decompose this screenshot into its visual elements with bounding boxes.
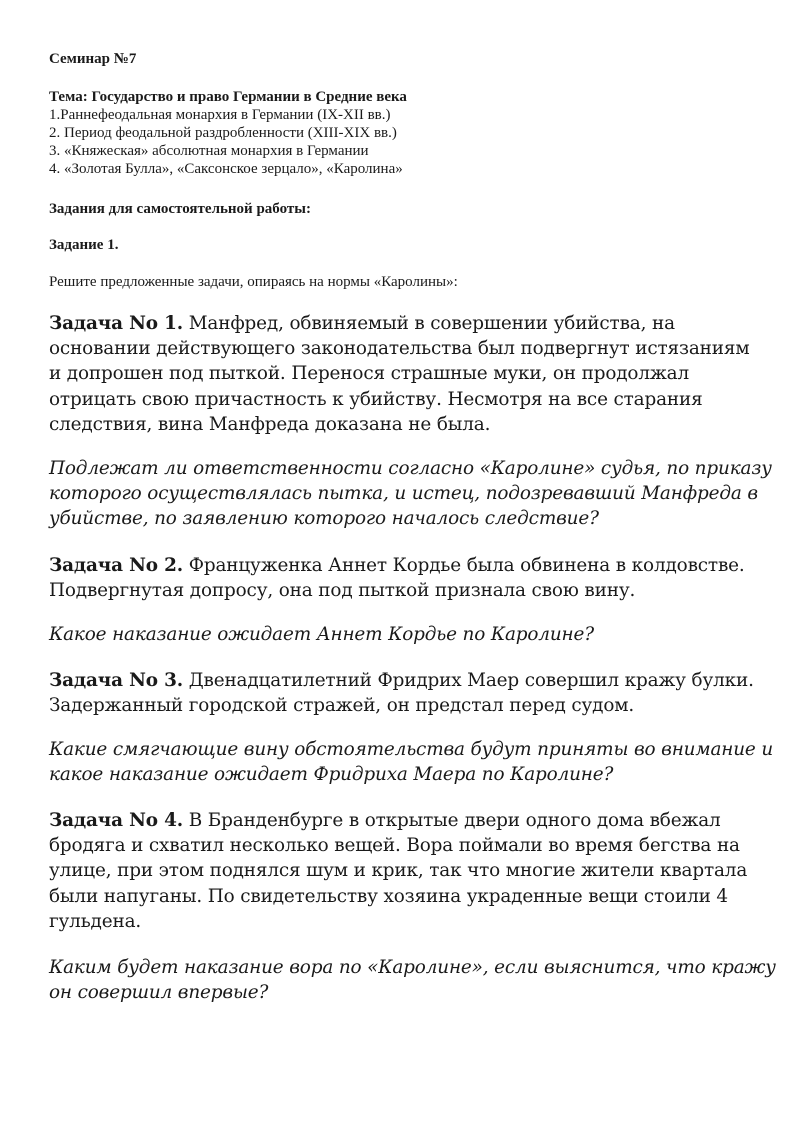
problem-line-text: Двенадцатилетний Фридрих Маер совершил кражу булки. [183, 670, 754, 691]
topic-item: 4. «Золотая Булла», «Саксонское зерцало», «Каролина» [49, 161, 403, 177]
problem-line: Задержанный городской стражей, он предстал перед судом. [49, 695, 635, 717]
problem-line-text: Француженка Аннет Кордье была обвинена в колдовстве. [183, 555, 745, 576]
seminar-title: Семинар №7 [49, 51, 137, 67]
problem-line: улице, при этом поднялся шум и крик, так что многие жители квартала [49, 860, 748, 882]
topic-item: 1.Раннефеодальная монархия в Германии (IX-XII вв.) [49, 107, 391, 123]
problem-label: Задача No 3. [49, 670, 184, 691]
problem-2-question [49, 622, 761, 647]
problem-line: были напуганы. По свидетельству хозяина украденные вещи стоили 4 [49, 885, 728, 907]
topic-block [49, 88, 407, 178]
problem-label: Задача No 4. [49, 810, 184, 831]
question-line: Каким будет наказание вора по «Каролине», если выяснится, что кражу [49, 957, 776, 978]
problem-4-text [49, 808, 761, 934]
problem-3-question [49, 737, 774, 787]
question-line: которого осуществлялась пытка, и истец, подозревавший Манфреда в [49, 483, 758, 505]
problem-line: Подвергнутая допросу, она под пыткой признала свою вину. [49, 580, 636, 602]
problem-line: гульдена. [49, 910, 142, 932]
task1-heading: Задание 1. [49, 237, 119, 253]
topic-item: 3. «Княжеская» абсолютная монархия в Германии [49, 143, 369, 159]
question-line: он совершил впервые? [49, 982, 269, 1004]
question-line: какое наказание ожидает Фридриха Маера по Каролине? [49, 764, 614, 786]
problem-1-question [49, 456, 772, 532]
topic-heading: Тема: Государство и право Германии в Средние века [49, 89, 407, 105]
topic-item: 2. Период феодальной раздробленности (XIII-XIX вв.) [49, 125, 397, 141]
problem-label: Задача No 1. [49, 313, 184, 334]
problem-line: основании действующего законодательства был подвергнут истязаниям [49, 338, 750, 360]
problem-line: следствия, вина Манфреда доказана не была. [49, 413, 491, 435]
problem-line: отрицать свою причастность к убийству. Несмотря на все старания [49, 388, 703, 410]
problem-line [49, 311, 761, 336]
question-line: Какие смягчающие вину обстоятельства будут приняты во внимание и [49, 739, 774, 760]
problem-line [49, 808, 761, 833]
problem-label: Задача No 2. [49, 555, 184, 576]
question-line: убийстве, по заявлению которого началось следствие? [49, 508, 599, 530]
problem-1-text [49, 311, 761, 437]
problem-line-text: В Бранденбурге в открытые двери одного дома вбежал [183, 810, 721, 831]
problem-line-text: Манфред, обвиняемый в совершении убийства, на [183, 313, 675, 334]
problem-line: и допрошен под пыткой. Перенося страшные муки, он продолжал [49, 363, 689, 385]
problem-line [49, 553, 761, 578]
problem-3-text [49, 668, 761, 718]
question-line: Какое наказание ожидает Аннет Кордье по Каролине? [49, 624, 594, 645]
problem-4-question [49, 955, 776, 1005]
tasks-heading: Задания для самостоятельной работы: [49, 201, 311, 217]
instruction-text: Решите предложенные задачи, опираясь на нормы «Каролины»: [49, 274, 458, 290]
question-line: Подлежат ли ответственности согласно «Каролине» судья, по приказу [49, 458, 772, 479]
problem-line [49, 668, 761, 693]
problem-2-text [49, 553, 761, 603]
problem-line: бродяга и схватил несколько вещей. Вора поймали во время бегства на [49, 835, 740, 857]
